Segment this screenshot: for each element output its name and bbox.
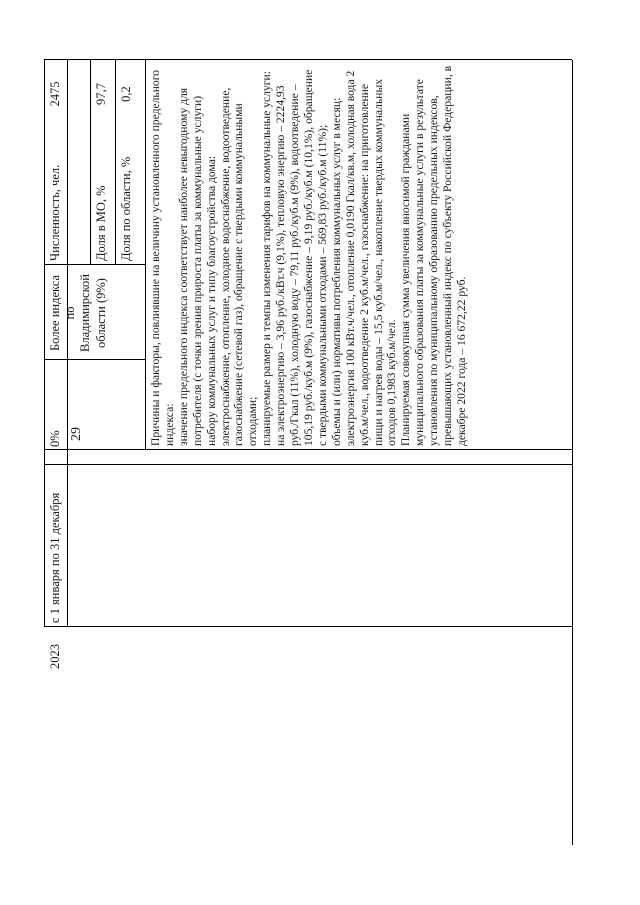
stat-value-0: 2475 — [48, 81, 62, 107]
index-value-cell: 0% — [48, 430, 62, 447]
details-paragraph-1: значение предельного индекса соответствует наиболее невыгодному для потребителя (с точки зрения прироста платы за коммунальные услуги) набору коммунальных услуг и типу благоустройства дома: электроснабжение, отопление, холодное водоснабжение, водоотведение, газоснабжение (сетевой газ), обращение с твердыми коммунальными отходами; — [176, 87, 260, 446]
details-text-block — [149, 63, 469, 446]
details-paragraph-4: Планируемая совокупная сумма увеличения вносимой гражданами муниципального образования платы за коммунальные услуги в результате установления по муниципальному образованию предельных индексов, превышающих установленный индекс по субъекту Российской Федерации, в декабре 2022 года – 16 672,22 руб. — [399, 65, 468, 446]
stats-row-1 — [90, 60, 91, 265]
table-bottom-guide — [572, 60, 573, 845]
table-left-border — [44, 626, 572, 627]
details-paragraph-3: объемы и (или) нормативы потребления коммунальных услуг в месяц: электроэнергия 100 кВт.ч/чел., отопление 0,0190 Гкал/кв.м, холодная вода 2 куб.м/чел., водоотведение 2 куб.м/чел., газоснабжение: на приготовление пищи и нагрев воды – 15,5 куб.м/чел., накопление твердых коммунальных отходов 0,1983 куб.м/чел. — [329, 70, 399, 446]
divider-stats-value — [44, 264, 145, 265]
stats-row-2 — [115, 60, 116, 265]
stat-label-0: Численность, чел. — [48, 164, 62, 261]
stat-label-1: Доля в МО, % — [94, 185, 108, 261]
page-number: 29 — [69, 427, 84, 441]
year-cell: 2023 — [48, 644, 62, 669]
table-top-border — [44, 60, 45, 627]
stat-label-2: Доля по области, % — [119, 156, 133, 261]
divider-index-details — [44, 359, 145, 360]
stat-value-1: 97,7 — [94, 83, 108, 105]
details-paragraph-2: планируемые размер и темпы изменения тарифов на коммунальные услуги: на электроэнергию – 3,96 руб./кВт.ч (9,1%), тепловую энергию – 2224,93 руб./Гкал (11%), холодную воду – 79,11 руб./куб.м (9%), водоотведение – 105,19 руб./куб.м (9%), газоснабжение – 9,19 руб./куб.м (10,1%), обращение с твердыми коммунальными отходами – 569,83 руб./куб.м (11%); — [260, 69, 329, 446]
details-paragraph-0: Причины и факторы, повлиявшие на величину установленного предельного индекса: — [149, 70, 176, 446]
index-header-cell: Более индекса по Владимирской области (9%) — [48, 274, 108, 352]
table-right-border — [44, 59, 572, 60]
divider-period-index — [44, 449, 572, 450]
stat-value-2: 0,2 — [119, 86, 133, 102]
divider-year-period — [44, 464, 572, 465]
period-cell: с 1 января по 31 декабря — [48, 492, 62, 623]
table-row-divider-body — [145, 60, 146, 450]
